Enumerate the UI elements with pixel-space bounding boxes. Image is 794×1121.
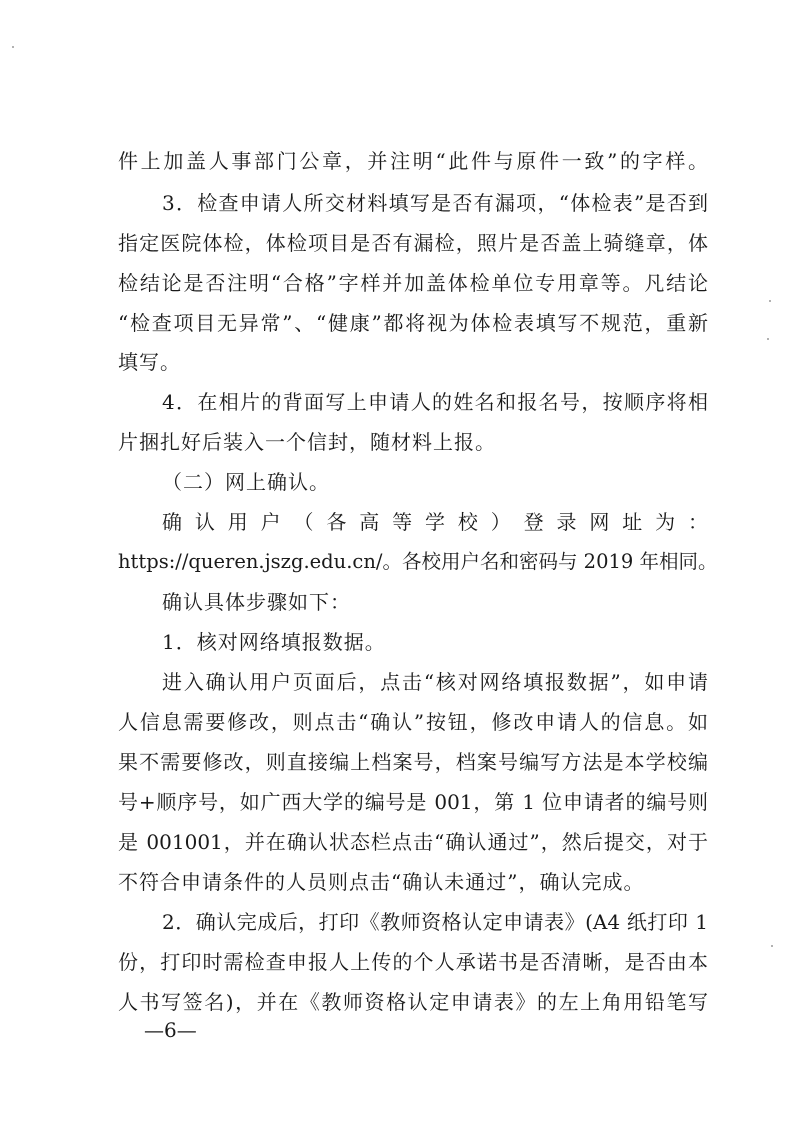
url-line: https://queren.jszg.edu.cn/。各校用户名和密码与 2019 年相同。 [118,550,718,573]
text-line: 份，打印时需检查申报人上传的个人承诺书是否清晰，是否由本 [118,950,708,974]
text-line: 果不需要修改，则直接编上档案号，档案号编写方法是本学校编 [118,750,708,774]
text-line: 件上加盖人事部门公章，并注明“此件与原件一致”的字样。 [118,149,708,173]
text-line: 3．检查申请人所交材料填写是否有漏项，“体检表”是否到 [162,191,708,215]
text-line: 片捆扎好后装入一个信封，随材料上报。 [118,430,496,454]
text-line: “检查项目无异常”、“健康”都将视为体检表填写不规范，重新 [118,311,708,335]
text-line: 4．在相片的背面写上申请人的姓名和报名号，按顺序将相 [162,390,708,414]
section-heading: （二）网上确认。 [162,470,330,494]
text-line: 检结论是否注明“合格”字样并加盖体检单位专用章等。凡结论 [118,271,708,295]
scan-speck [767,338,769,340]
text-line: 不符合申请条件的人员则点击“确认未通过”，确认完成。 [118,870,645,894]
text-line: 填写。 [118,350,181,374]
text-line: 确认具体步骤如下： [162,590,351,614]
scan-speck [771,945,773,947]
text-line: 确 认 用 户 （ 各 高 等 学 校 ） 登 录 网 址 为 ： [162,510,708,534]
page-number: —6— [144,1018,197,1042]
scan-speck [12,46,14,48]
text-line: 人书写签名)，并在《教师资格认定申请表》的左上角用铅笔写 [118,990,708,1014]
text-line: 2．确认完成后，打印《教师资格认定申请表》(A4 纸打印 1 [162,910,708,934]
text-line: 指定医院体检，体检项目是否有漏检，照片是否盖上骑缝章，体 [118,231,708,255]
scan-speck [769,300,771,302]
step-heading: 1．核对网络填报数据。 [162,630,386,654]
text-line: 进入确认用户页面后，点击“核对网络填报数据”，如申请 [162,670,708,694]
text-line: 人信息需要修改，则点击“确认”按钮，修改申请人的信息。如 [118,710,708,734]
text-line: 是 001001，并在确认状态栏点击“确认通过”，然后提交，对于 [118,830,708,854]
text-line: 号+顺序号，如广西大学的编号是 001，第 1 位申请者的编号则 [118,790,708,814]
